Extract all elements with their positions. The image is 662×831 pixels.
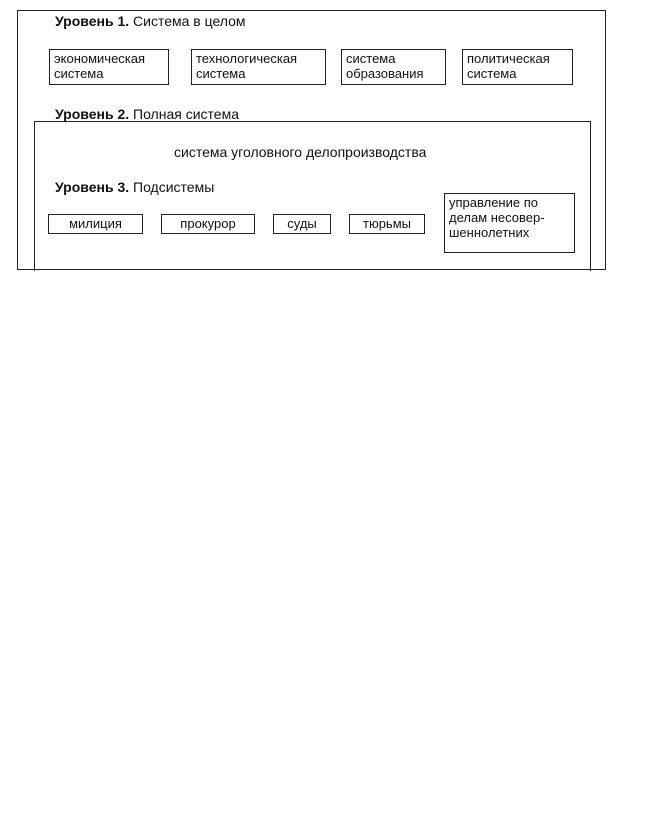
level1-label: Уровень 1. Система в целом (55, 13, 246, 29)
juvenile-affairs-box: управление по делам несовер- шеннолетних (444, 193, 575, 253)
courts-box: суды (273, 214, 331, 234)
economic-system-box: экономическая система (49, 49, 169, 85)
political-system-box: политическая система (462, 49, 573, 85)
prisons-box: тюрьмы (349, 214, 425, 234)
criminal-justice-system-title: система уголовного делопроизводства (174, 144, 427, 160)
level3-label: Уровень 3. Подсистемы (55, 179, 215, 195)
level2-label: Уровень 2. Полная система (55, 106, 239, 122)
technological-system-box: технологическая система (191, 49, 326, 85)
education-system-box: система образования (341, 49, 446, 85)
prosecutor-box: прокурор (161, 214, 255, 234)
police-box: милиция (48, 214, 143, 234)
